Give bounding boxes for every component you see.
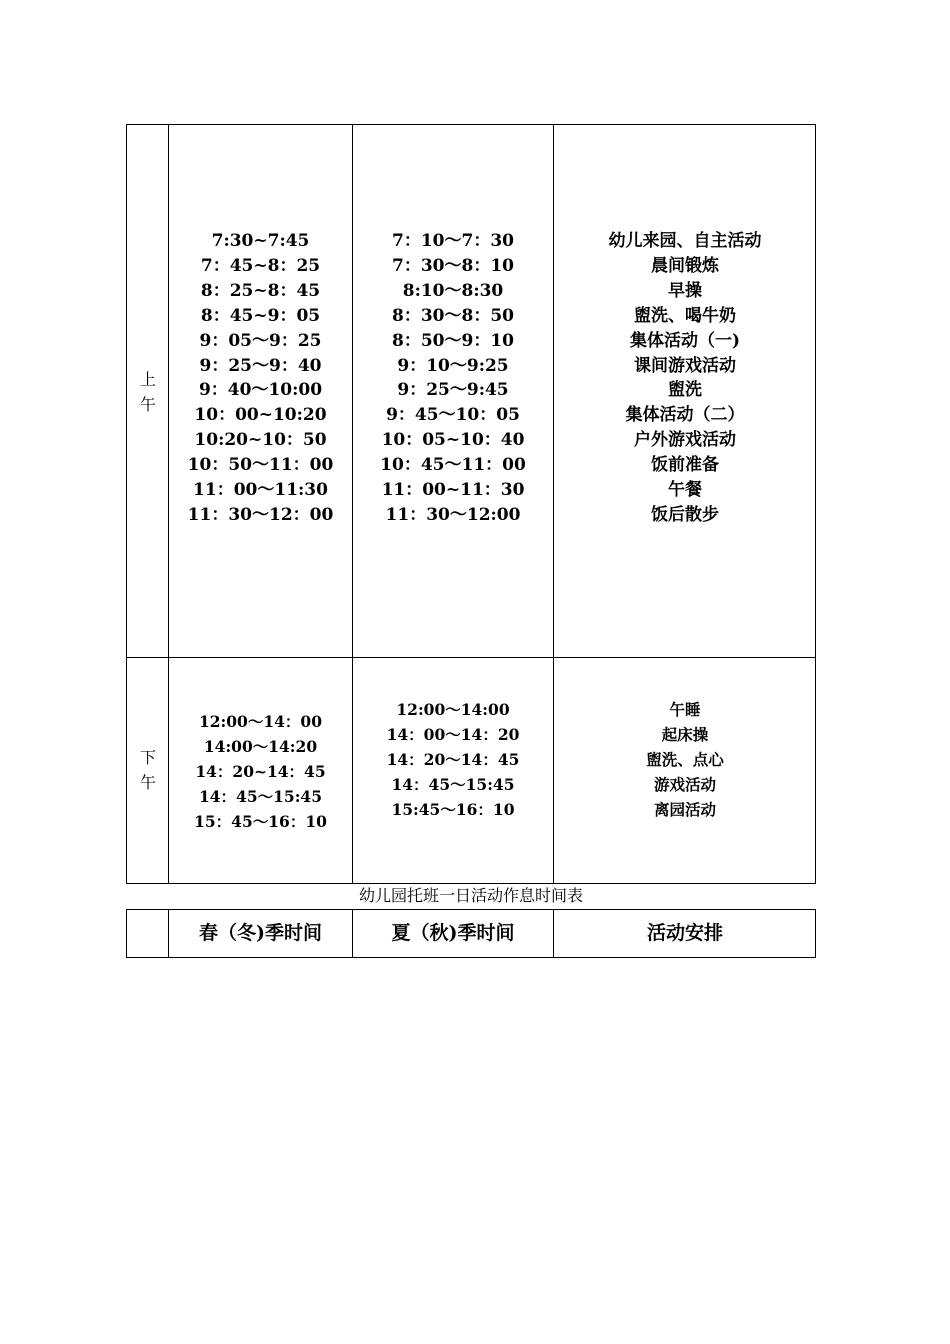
activity-entry: 饭后散步 — [651, 504, 719, 525]
time-entry: 9：25〜9：40 — [199, 355, 322, 376]
activity-entry: 午睡 — [669, 700, 701, 719]
header-summer-autumn: 夏（秋)季时间 — [391, 922, 515, 944]
time-entry: 8：45~9：05 — [200, 305, 321, 326]
time-entry: 15：45〜16：10 — [194, 812, 327, 831]
time-entry: 14：45〜15:45 — [391, 775, 515, 794]
time-entry: 7:30~7:45 — [211, 231, 310, 251]
time-entry: 14：00〜14：20 — [386, 725, 520, 744]
afternoon-activities — [554, 697, 816, 822]
period-char: 午 — [139, 395, 156, 414]
time-entry: 9：40〜10:00 — [198, 380, 323, 401]
activity-entry: 早操 — [668, 280, 702, 301]
time-entry: 14:00〜14:20 — [203, 737, 318, 756]
time-entry: 15:45〜16：10 — [391, 800, 515, 819]
activity-entry: 游戏活动 — [653, 775, 716, 794]
time-entry: 12:00〜14:00 — [396, 700, 510, 719]
period-char: 下 — [139, 748, 156, 767]
header-spring-winter: 春（冬)季时间 — [199, 922, 322, 944]
time-entry: 11：00~11：30 — [381, 480, 525, 501]
schedule-table — [126, 124, 816, 884]
activity-entry: 晨间锻炼 — [651, 255, 719, 276]
activity-entry: 盥洗、点心 — [646, 750, 724, 769]
time-entry: 7：30〜8：10 — [392, 255, 514, 276]
morning-summer-autumn-times — [353, 229, 553, 528]
table-caption: 幼儿园托班一日活动作息时间表 — [358, 886, 583, 905]
header-row — [126, 909, 816, 958]
time-entry: 9：45〜10：05 — [386, 405, 520, 426]
activity-entry: 幼儿来园、自主活动 — [608, 231, 762, 251]
period-afternoon-label — [127, 745, 169, 795]
time-entry: 7：45~8：25 — [200, 255, 321, 276]
time-entry: 7：10〜7：30 — [392, 231, 514, 251]
period-char: 午 — [139, 773, 156, 792]
time-entry: 14：20~14：45 — [195, 762, 326, 781]
time-entry: 10:20~10：50 — [194, 430, 327, 451]
header-blank-cell — [127, 910, 168, 957]
time-entry: 10：05~10：40 — [381, 430, 525, 451]
time-entry: 9：10〜9:25 — [397, 355, 509, 376]
afternoon-spring-winter-times — [169, 709, 352, 834]
header-activities: 活动安排 — [646, 922, 723, 944]
time-entry: 8：25~8：45 — [200, 280, 321, 301]
activity-entry: 午餐 — [668, 480, 702, 501]
activity-entry: 集体活动（一) — [629, 330, 741, 351]
morning-activities — [554, 229, 816, 528]
morning-spring-winter-times — [169, 229, 352, 528]
activity-entry: 集体活动（二） — [625, 405, 745, 426]
time-entry: 10：45〜11：00 — [380, 455, 526, 476]
time-entry: 11：00〜11:30 — [193, 480, 328, 501]
time-entry: 11：30〜12:00 — [385, 504, 521, 525]
time-entry: 9：05〜9：25 — [199, 330, 322, 351]
activity-entry: 盥洗 — [668, 380, 702, 401]
time-entry: 8:10〜8:30 — [402, 280, 504, 301]
activity-entry: 课间游戏活动 — [634, 355, 736, 376]
row-divider — [127, 657, 815, 658]
activity-entry: 户外游戏活动 — [634, 430, 736, 451]
activity-entry: 起床操 — [661, 725, 709, 744]
period-char: 上 — [139, 370, 156, 389]
time-entry: 8：50〜9：10 — [392, 330, 514, 351]
time-entry: 9：25〜9:45 — [397, 380, 509, 401]
time-entry: 11：30〜12：00 — [187, 504, 334, 525]
activity-entry: 盥洗、喝牛奶 — [634, 305, 736, 326]
time-entry: 10：00~10:20 — [194, 405, 327, 426]
time-entry: 14：20〜14：45 — [386, 750, 520, 769]
afternoon-summer-autumn-times — [353, 697, 553, 822]
period-morning-label — [127, 367, 169, 417]
time-entry: 12:00〜14：00 — [198, 712, 322, 731]
activity-entry: 离园活动 — [653, 800, 716, 819]
time-entry: 14：45〜15:45 — [198, 787, 322, 806]
time-entry: 10：50〜11：00 — [187, 455, 334, 476]
time-entry: 8：30〜8：50 — [392, 305, 514, 326]
activity-entry: 饭前准备 — [651, 455, 719, 476]
